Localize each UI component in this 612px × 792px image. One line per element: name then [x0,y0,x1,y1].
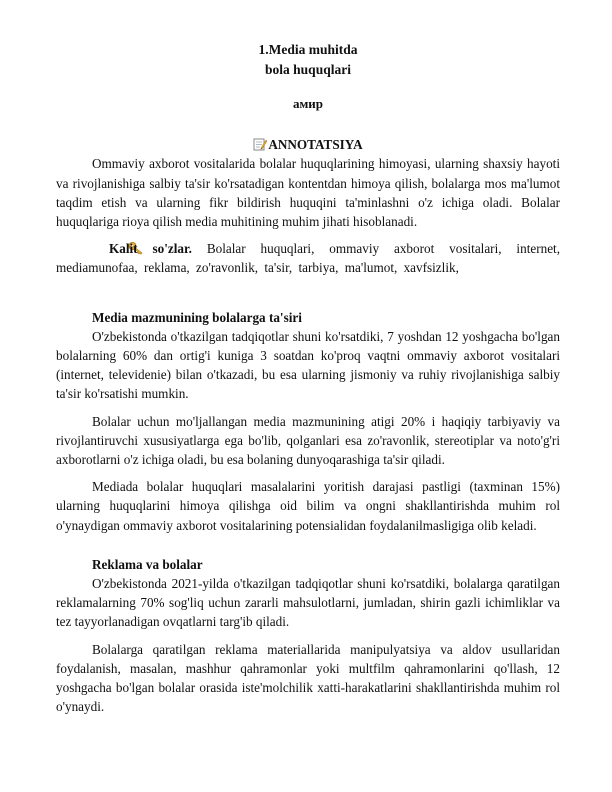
keywords-label: Kalit so'zlar. [109,241,192,257]
keywords-paragraph [56,239,560,277]
annotation-heading [56,135,560,154]
title-line-2: bola huquqlari [265,62,351,77]
title-line-1: 1.Media muhitda [258,42,358,57]
section-heading-media-content: Media mazmunining bolalarga ta'siri [92,309,302,325]
annotation-heading-text: ANNOTATSIYA [268,137,363,153]
keywords-text: Bolalar huquqlari, ommaviy axborot vositalari, internet, mediamunofaa, reklama, zo'ravonlik, ta'sir, tarbiya, ma'lumot, xavfsizlik, [56,241,561,276]
annotation-text: Ommaviy axborot vositalarida bolalar huquqlarining himoyasi, ularning shaxsiy hayoti va rivojlanishiga salbiy ta'sir ko'rsatadigan kontentdan himoya qilish, bolalarga mos ma'lumot taqdim etish va ularning fikr bildirish huquqini ta'minlashni o'z ichiga oladi. Bolalar huquqlariga rioya qilish media muhitining muhim jihati hisoblanadi. [56,156,560,230]
document-title [56,40,560,80]
key-icon [92,241,108,255]
section2-paragraph-2: Bolalarga qaratilgan reklama materiallarida manipulyatsiya va aldov usullaridan foydalanish, masalan, mashhur qahramonlar yoki multfilm qahramonlarini qo'llash, 12 yoshgacha bo'lgan bolalar orasida iste'molchilik xatti-harakatlarini shakllantirishda muhim rol o'ynaydi. [56,641,560,715]
memo-pencil-icon [253,137,267,151]
section1-paragraph-2: Bolalar uchun mo'ljallangan media mazmunining atigi 20% i haqiqiy tarbiyaviy va rivojlantiruvchi xususiyatlarga ega bo'lib, qolganlari esa zo'ravonlik, stereotiplar va noto'g'ri axborotlarni o'z ichiga oladi, bu esa bolaning dunyoqarashiga ta'sir qiladi. [56,413,560,468]
section1-paragraph-3: Mediada bolalar huquqlari masalalarini yoritish darajasi pastligi (taxminan 15%) ularning huquqlarini himoya qilishga oid bilim va ongni shakllantirishda muhim rol o'ynaydigan ommaviy axborot vositalarining potensialidan foydalanilmasligiga olib keladi. [56,479,560,533]
section1-paragraph-1: O'zbekistonda o'tkazilgan tadqiqotlar shuni ko'rsatdiki, 7 yoshdan 12 yoshgacha bo'lgan bolalarning 60% dan ortig'i kuniga 3 soatdan ko'proq vaqtni ommaviy axborot vositalari (internet, televidenie) bilan o'tkazadi, bu esa ularning jismoniy va ruhiy rivojlanishiga salbiy ta'sir ko'rsatishi mumkin. [56,328,560,402]
section-heading-advertising: Reklama va bolalar [92,556,203,572]
section2-paragraph-1: O'zbekistonda 2021-yilda o'tkazilgan tadqiqotlar shuni ko'rsatdiki, bolalarga qaratilgan reklamalarning 70% sog'liq uchun zararli mahsulotlarni, jumladan, shirin gazli ichimliklar va tez tayyorlanadigan ovqatlarni targ'ib qiladi. [56,576,560,630]
author-name: амир [292,96,324,111]
